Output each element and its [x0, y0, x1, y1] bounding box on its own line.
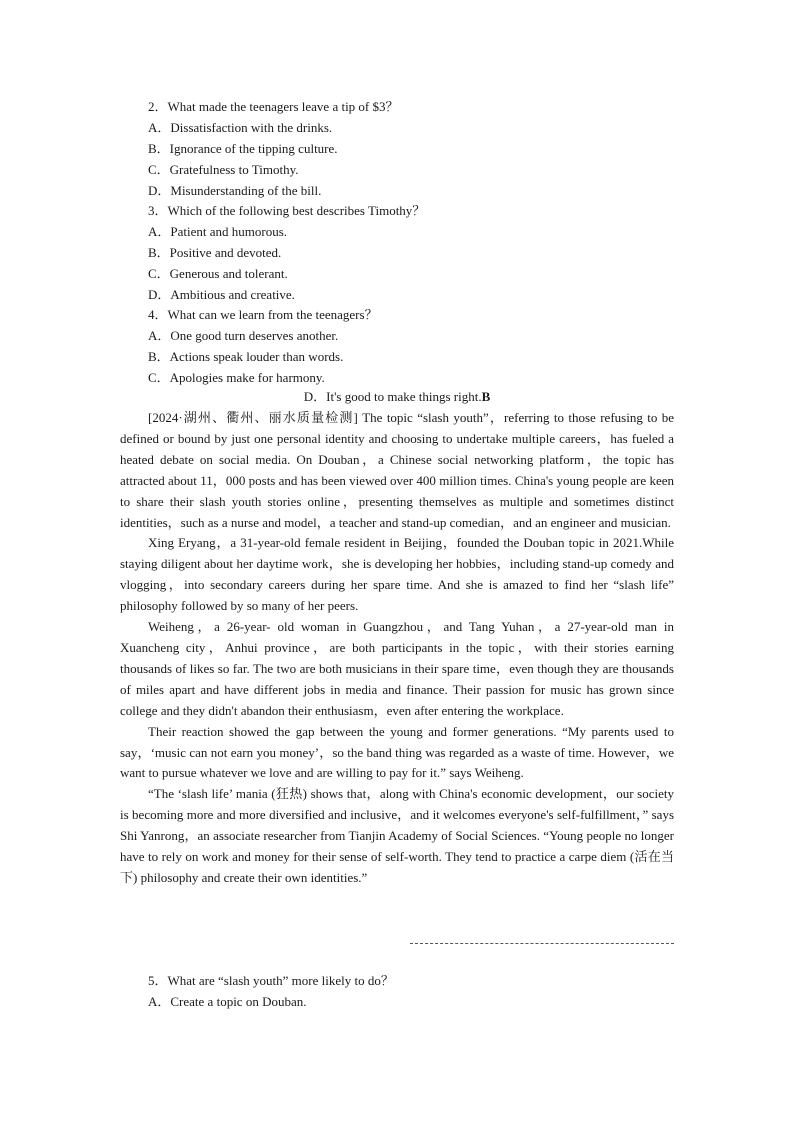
option-4b: B．Actions speak louder than words.: [148, 349, 344, 364]
question-3: 3．Which of the following best describes Timothy？: [148, 203, 426, 218]
option-3c: C．Generous and tolerant.: [148, 266, 288, 281]
passage-paragraph-1: [2024·湖州、衢州、丽水质量检测] The topic “slash youth”，referring to those refusing to be defined or bound by just one personal identity and choosing to undertake multiple careers，has fueled a heated debate on social media. On Douban，a Chinese social networking platform，the topic has attracted about 11，000 posts and has been viewed over 400 million times. China's young people are keen to share their slash youth stories online，presenting themselves as multiple and sometimes distinct identities，such as a nurse and model，a teacher and stand-up comedian，and an engineer and musician.: [120, 410, 674, 530]
option-3b: B．Positive and devoted.: [148, 245, 282, 260]
question-5: 5．What are “slash youth” more likely to do？: [148, 973, 394, 988]
passage-paragraph-2: Xing Eryang，a 31-year-old female resident in Beijing，founded the Douban topic in 2021.While staying diligent about her daytime work，she is developing her hobbies，including stand-up comedy and vlogging，into secondary careers during her spare time. And she is amazed to find her “slash life” philosophy followed by so many of her peers.: [120, 535, 674, 614]
section-marker: B: [481, 389, 491, 404]
question-2: 2．What made the teenagers leave a tip of $3？: [148, 99, 399, 114]
option-2c: C．Gratefulness to Timothy.: [148, 162, 299, 177]
option-2d: D．Misunderstanding of the bill.: [148, 183, 322, 198]
reading-passage: [120, 408, 674, 889]
passage-paragraph-5: “The ‘slash life’ mania (狂热) shows that，along with China's economic development，our society is becoming more and more diversified and inclusive，and it welcomes everyone's self-fulfillment，” says Shi Yanrong，an associate researcher from Tianjin Academy of Social Sciences. “Young people no longer have to rely on work and money for their sense of self-worth. They tend to practice a carpe diem (活在当下) philosophy and create their own identities.”: [120, 786, 674, 885]
passage-paragraph-4: Their reaction showed the gap between the young and former generations. “My parents used to say，‘music can not earn you money’，so the band thing was regarded as a waste of time. However，we want to pursue whatever we love and are willing to pay for it.” says Weiheng.: [120, 723, 674, 781]
option-4a: A．One good turn deserves another.: [148, 328, 339, 343]
option-2a: A．Dissatisfaction with the drinks.: [148, 120, 333, 135]
dashed-divider: [410, 943, 674, 944]
question-4: 4．What can we learn from the teenagers？: [148, 307, 378, 322]
option-2b: B．Ignorance of the tipping culture.: [148, 141, 338, 156]
option-4d-line: [0, 387, 794, 408]
option-4c: C．Apologies make for harmony.: [148, 370, 325, 385]
passage-paragraph-3: Weiheng，a 26-year- old woman in Guangzhou，and Tang Yuhan，a 27-year-old man in Xuancheng city，Anhui province，are both participants in the topic，with their stories earning thousands of likes so far. The two are both musicians in their spare time，even though they are thousands of miles apart and have different jobs in media and finance. Their passion for music has grown since college and they didn't abandon their enthusiasm，even after entering the workplace.: [120, 619, 674, 718]
option-3d: D．Ambitious and creative.: [148, 287, 295, 302]
option-5a: A．Create a topic on Douban.: [148, 994, 307, 1009]
option-4d: D．It's good to make things right.: [303, 389, 482, 404]
option-3a: A．Patient and humorous.: [148, 224, 288, 239]
